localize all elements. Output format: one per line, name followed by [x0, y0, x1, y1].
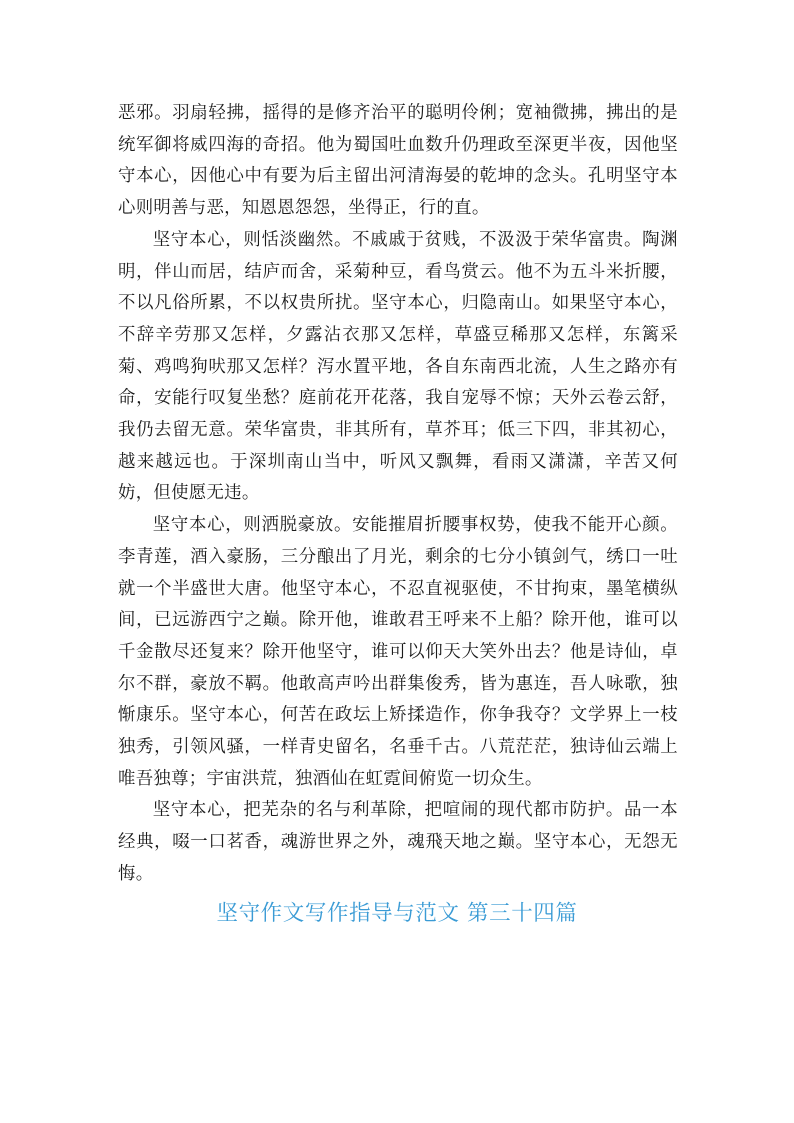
paragraph-2: 坚守本心，则恬淡幽然。不戚戚于贫贱，不汲汲于荣华富贵。陶渊明，伴山而居，结庐而舍，采菊种豆，看鸟赏云。他不为五斗米折腰，不以凡俗所累，不以权贵所扰。坚守本心，归隐南山。如果坚守本心，不辞辛劳那又怎样，夕露沾衣那又怎样，草盛豆稀那又怎样，东篱采菊、鸡鸣狗吠那又怎样？泻水置平地，各自东南西北流，人生之路亦有命，安能行叹复坐愁？庭前花开花落，我自宠辱不惊；天外云卷云舒，我仍去留无意。荣华富贵，非其所有，草芥耳；低三下四，非其初心，越来越远也。于深圳南山当中，听风又飘舞，看雨又潇潇，辛苦又何妨，但使愿无违。	[118, 229, 678, 504]
document-body	[118, 98, 678, 891]
paragraph-4: 坚守本心，把芜杂的名与利革除，把喧闹的现代都市防护。品一本经典，啜一口茗香，魂游世界之外，魂飛天地之巅。坚守本心，无怨无悔。	[118, 800, 678, 884]
paragraph-1: 恶邪。羽扇轻拂，摇得的是修齐治平的聪明伶俐；宽袖微拂，拂出的是统军御将威四海的奇招。他为蜀国吐血数升仍理政至深更半夜，因他坚守本心，因他心中有要为后主留出河清海晏的乾坤的念头。孔明坚守本心则明善与恶，知恩恩怨怨，坐得正，行的直。	[118, 103, 678, 219]
paragraph-3: 坚守本心，则洒脱豪放。安能摧眉折腰事权势，使我不能开心颜。李青莲，酒入豪肠，三分酿出了月光，剩余的七分小镇剑气，绣口一吐就一个半盛世大唐。他坚守本心，不忍直视驱使，不甘拘束，墨笔横纵间，已远游西宁之巅。除开他，谁敢君王呼来不上船？除开他，谁可以千金散尽还复来？除开他坚守，谁可以仰天大笑外出去？他是诗仙，卓尔不群，豪放不羁。他敢高声吟出群集俊秀，皆为惠连，吾人咏歌，独惭康乐。坚守本心，何苦在政坛上矫揉造作，你争我夺？文学界上一枝独秀，引领风骚，一样青史留名，名垂千古。八荒茫茫，独诗仙云端上唯吾独尊；宇宙洪荒，独酒仙在虹霓间俯览一切众生。	[118, 515, 678, 789]
section-title: 坚守作文写作指导与范文 第三十四篇	[216, 901, 578, 926]
